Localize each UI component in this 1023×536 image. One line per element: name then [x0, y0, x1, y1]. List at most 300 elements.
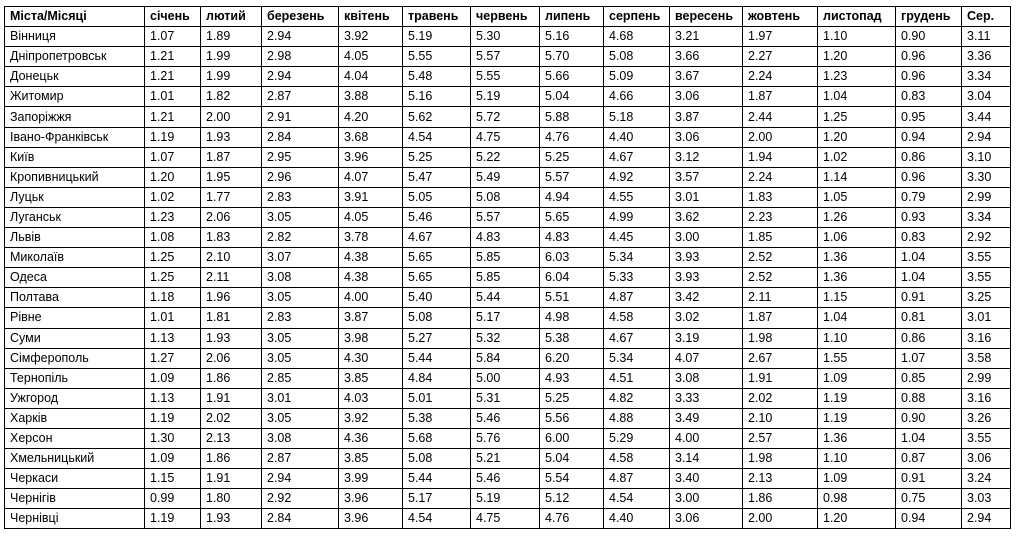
value-cell: 0.86 [896, 147, 962, 167]
value-cell: 5.34 [604, 248, 670, 268]
value-cell: 2.10 [201, 248, 262, 268]
value-cell: 3.40 [670, 469, 743, 489]
value-cell: 2.87 [262, 449, 339, 469]
value-cell: 0.99 [145, 489, 201, 509]
table-row [5, 47, 1011, 67]
value-cell: 1.91 [201, 388, 262, 408]
value-cell: 3.67 [670, 67, 743, 87]
value-cell: 1.15 [818, 288, 896, 308]
table-row [5, 147, 1011, 167]
value-cell: 4.05 [339, 207, 403, 227]
value-cell: 0.83 [896, 87, 962, 107]
value-cell: 1.87 [201, 147, 262, 167]
value-cell: 2.82 [262, 228, 339, 248]
value-cell: 3.88 [339, 87, 403, 107]
value-cell: 4.38 [339, 268, 403, 288]
value-cell: 1.04 [896, 268, 962, 288]
value-cell: 0.83 [896, 228, 962, 248]
value-cell: 5.22 [471, 147, 540, 167]
value-cell: 1.81 [201, 308, 262, 328]
value-cell: 3.10 [962, 147, 1011, 167]
table-row [5, 469, 1011, 489]
city-name-cell: Івано-Франківськ [5, 127, 145, 147]
value-cell: 4.76 [540, 127, 604, 147]
value-cell: 2.67 [743, 348, 818, 368]
value-cell: 4.67 [604, 328, 670, 348]
value-cell: 2.11 [743, 288, 818, 308]
column-header: квітень [339, 7, 403, 27]
value-cell: 1.20 [818, 47, 896, 67]
value-cell: 1.85 [743, 228, 818, 248]
data-table [4, 6, 1011, 529]
value-cell: 2.85 [262, 368, 339, 388]
value-cell: 0.86 [896, 328, 962, 348]
value-cell: 1.25 [145, 248, 201, 268]
city-name-cell: Чернівці [5, 509, 145, 529]
value-cell: 3.11 [962, 27, 1011, 47]
value-cell: 1.10 [818, 328, 896, 348]
value-cell: 1.86 [201, 368, 262, 388]
value-cell: 5.19 [471, 87, 540, 107]
value-cell: 4.68 [604, 27, 670, 47]
value-cell: 3.93 [670, 248, 743, 268]
value-cell: 5.38 [540, 328, 604, 348]
city-name-cell: Чернігів [5, 489, 145, 509]
value-cell: 3.25 [962, 288, 1011, 308]
value-cell: 1.25 [145, 268, 201, 288]
value-cell: 1.30 [145, 428, 201, 448]
table-row [5, 509, 1011, 529]
value-cell: 3.87 [339, 308, 403, 328]
column-header: березень [262, 7, 339, 27]
value-cell: 1.13 [145, 328, 201, 348]
value-cell: 1.26 [818, 207, 896, 227]
value-cell: 2.83 [262, 308, 339, 328]
table-row [5, 228, 1011, 248]
value-cell: 5.55 [471, 67, 540, 87]
value-cell: 0.87 [896, 449, 962, 469]
value-cell: 3.19 [670, 328, 743, 348]
value-cell: 4.94 [540, 187, 604, 207]
value-cell: 2.94 [262, 27, 339, 47]
value-cell: 4.40 [604, 509, 670, 529]
value-cell: 3.03 [962, 489, 1011, 509]
value-cell: 3.05 [262, 348, 339, 368]
value-cell: 4.66 [604, 87, 670, 107]
value-cell: 4.83 [540, 228, 604, 248]
value-cell: 3.08 [670, 368, 743, 388]
value-cell: 4.30 [339, 348, 403, 368]
value-cell: 4.67 [604, 147, 670, 167]
value-cell: 5.19 [471, 489, 540, 509]
value-cell: 5.51 [540, 288, 604, 308]
table-row [5, 127, 1011, 147]
value-cell: 3.36 [962, 47, 1011, 67]
value-cell: 1.86 [743, 489, 818, 509]
value-cell: 3.01 [262, 388, 339, 408]
value-cell: 5.08 [403, 308, 471, 328]
value-cell: 0.98 [818, 489, 896, 509]
value-cell: 4.93 [540, 368, 604, 388]
value-cell: 3.14 [670, 449, 743, 469]
value-cell: 3.16 [962, 388, 1011, 408]
city-name-cell: Донецьк [5, 67, 145, 87]
value-cell: 3.06 [962, 449, 1011, 469]
column-header: травень [403, 7, 471, 27]
value-cell: 5.46 [403, 207, 471, 227]
value-cell: 2.27 [743, 47, 818, 67]
table-row [5, 107, 1011, 127]
value-cell: 5.57 [540, 167, 604, 187]
value-cell: 5.34 [604, 348, 670, 368]
value-cell: 1.19 [818, 388, 896, 408]
value-cell: 5.66 [540, 67, 604, 87]
value-cell: 3.05 [262, 328, 339, 348]
value-cell: 5.33 [604, 268, 670, 288]
value-cell: 3.42 [670, 288, 743, 308]
value-cell: 3.16 [962, 328, 1011, 348]
value-cell: 5.47 [403, 167, 471, 187]
table-row [5, 388, 1011, 408]
value-cell: 1.15 [145, 469, 201, 489]
city-name-cell: Львів [5, 228, 145, 248]
value-cell: 5.09 [604, 67, 670, 87]
value-cell: 5.31 [471, 388, 540, 408]
value-cell: 3.05 [262, 207, 339, 227]
value-cell: 1.98 [743, 449, 818, 469]
value-cell: 3.01 [962, 308, 1011, 328]
value-cell: 1.94 [743, 147, 818, 167]
value-cell: 5.08 [471, 187, 540, 207]
value-cell: 5.55 [403, 47, 471, 67]
value-cell: 5.65 [540, 207, 604, 227]
value-cell: 1.23 [818, 67, 896, 87]
value-cell: 3.96 [339, 509, 403, 529]
value-cell: 3.00 [670, 228, 743, 248]
value-cell: 4.99 [604, 207, 670, 227]
value-cell: 1.18 [145, 288, 201, 308]
value-cell: 1.99 [201, 67, 262, 87]
value-cell: 2.00 [201, 107, 262, 127]
value-cell: 5.29 [604, 428, 670, 448]
value-cell: 6.20 [540, 348, 604, 368]
value-cell: 4.20 [339, 107, 403, 127]
city-name-cell: Рівне [5, 308, 145, 328]
value-cell: 6.03 [540, 248, 604, 268]
value-cell: 1.13 [145, 388, 201, 408]
value-cell: 1.19 [818, 408, 896, 428]
value-cell: 5.16 [403, 87, 471, 107]
city-name-cell: Черкаси [5, 469, 145, 489]
value-cell: 0.90 [896, 408, 962, 428]
value-cell: 0.90 [896, 27, 962, 47]
value-cell: 3.49 [670, 408, 743, 428]
value-cell: 4.87 [604, 469, 670, 489]
value-cell: 3.62 [670, 207, 743, 227]
value-cell: 3.21 [670, 27, 743, 47]
value-cell: 2.00 [743, 127, 818, 147]
value-cell: 3.33 [670, 388, 743, 408]
value-cell: 5.25 [403, 147, 471, 167]
value-cell: 3.26 [962, 408, 1011, 428]
column-header-city: Міста/Місяці [5, 7, 145, 27]
value-cell: 3.12 [670, 147, 743, 167]
value-cell: 4.54 [403, 127, 471, 147]
value-cell: 5.57 [471, 207, 540, 227]
value-cell: 3.87 [670, 107, 743, 127]
value-cell: 3.93 [670, 268, 743, 288]
value-cell: 0.91 [896, 469, 962, 489]
value-cell: 4.92 [604, 167, 670, 187]
value-cell: 3.06 [670, 87, 743, 107]
value-cell: 0.96 [896, 67, 962, 87]
city-name-cell: Вінниця [5, 27, 145, 47]
value-cell: 2.13 [201, 428, 262, 448]
value-cell: 5.44 [403, 469, 471, 489]
value-cell: 2.13 [743, 469, 818, 489]
city-name-cell: Харків [5, 408, 145, 428]
value-cell: 3.68 [339, 127, 403, 147]
column-header: лютий [201, 7, 262, 27]
value-cell: 4.76 [540, 509, 604, 529]
value-cell: 1.09 [818, 368, 896, 388]
city-name-cell: Полтава [5, 288, 145, 308]
value-cell: 1.10 [818, 27, 896, 47]
value-cell: 3.55 [962, 248, 1011, 268]
value-cell: 3.34 [962, 207, 1011, 227]
value-cell: 4.98 [540, 308, 604, 328]
value-cell: 1.93 [201, 509, 262, 529]
value-cell: 2.06 [201, 207, 262, 227]
value-cell: 4.54 [604, 489, 670, 509]
value-cell: 0.93 [896, 207, 962, 227]
value-cell: 5.65 [403, 268, 471, 288]
value-cell: 3.08 [262, 428, 339, 448]
value-cell: 1.04 [818, 308, 896, 328]
value-cell: 1.80 [201, 489, 262, 509]
city-name-cell: Дніпропетровськ [5, 47, 145, 67]
value-cell: 0.96 [896, 167, 962, 187]
value-cell: 5.21 [471, 449, 540, 469]
value-cell: 1.06 [818, 228, 896, 248]
table-row [5, 187, 1011, 207]
value-cell: 4.88 [604, 408, 670, 428]
value-cell: 4.58 [604, 449, 670, 469]
value-cell: 4.38 [339, 248, 403, 268]
value-cell: 5.48 [403, 67, 471, 87]
value-cell: 5.19 [403, 27, 471, 47]
city-name-cell: Хмельницький [5, 449, 145, 469]
value-cell: 4.75 [471, 127, 540, 147]
value-cell: 2.94 [962, 509, 1011, 529]
value-cell: 1.95 [201, 167, 262, 187]
value-cell: 3.34 [962, 67, 1011, 87]
value-cell: 2.23 [743, 207, 818, 227]
value-cell: 3.01 [670, 187, 743, 207]
column-header: жовтень [743, 7, 818, 27]
value-cell: 0.88 [896, 388, 962, 408]
value-cell: 5.57 [471, 47, 540, 67]
value-cell: 2.11 [201, 268, 262, 288]
column-header: січень [145, 7, 201, 27]
value-cell: 1.21 [145, 67, 201, 87]
value-cell: 2.44 [743, 107, 818, 127]
value-cell: 2.94 [962, 127, 1011, 147]
column-header: листопад [818, 7, 896, 27]
value-cell: 3.05 [262, 288, 339, 308]
value-cell: 2.94 [262, 469, 339, 489]
value-cell: 5.38 [403, 408, 471, 428]
value-cell: 1.10 [818, 449, 896, 469]
value-cell: 1.02 [818, 147, 896, 167]
value-cell: 5.00 [471, 368, 540, 388]
column-header: вересень [670, 7, 743, 27]
value-cell: 1.83 [201, 228, 262, 248]
value-cell: 1.87 [743, 87, 818, 107]
value-cell: 3.04 [962, 87, 1011, 107]
value-cell: 0.94 [896, 127, 962, 147]
value-cell: 3.96 [339, 147, 403, 167]
table-row [5, 489, 1011, 509]
value-cell: 3.92 [339, 27, 403, 47]
value-cell: 3.91 [339, 187, 403, 207]
value-cell: 5.44 [403, 348, 471, 368]
value-cell: 2.91 [262, 107, 339, 127]
value-cell: 1.19 [145, 408, 201, 428]
value-cell: 2.00 [743, 509, 818, 529]
value-cell: 5.40 [403, 288, 471, 308]
value-cell: 0.81 [896, 308, 962, 328]
value-cell: 0.91 [896, 288, 962, 308]
table-row [5, 348, 1011, 368]
value-cell: 4.83 [471, 228, 540, 248]
value-cell: 1.04 [896, 428, 962, 448]
table-row [5, 288, 1011, 308]
value-cell: 0.79 [896, 187, 962, 207]
value-cell: 0.85 [896, 368, 962, 388]
value-cell: 1.21 [145, 47, 201, 67]
city-name-cell: Миколаїв [5, 248, 145, 268]
column-header: липень [540, 7, 604, 27]
value-cell: 3.44 [962, 107, 1011, 127]
value-cell: 1.20 [818, 127, 896, 147]
value-cell: 3.06 [670, 127, 743, 147]
value-cell: 0.96 [896, 47, 962, 67]
table-row [5, 207, 1011, 227]
value-cell: 3.58 [962, 348, 1011, 368]
value-cell: 5.18 [604, 107, 670, 127]
value-cell: 1.07 [145, 27, 201, 47]
value-cell: 3.24 [962, 469, 1011, 489]
value-cell: 4.07 [339, 167, 403, 187]
value-cell: 5.65 [403, 248, 471, 268]
value-cell: 5.12 [540, 489, 604, 509]
value-cell: 4.03 [339, 388, 403, 408]
value-cell: 3.02 [670, 308, 743, 328]
city-name-cell: Сімферополь [5, 348, 145, 368]
value-cell: 3.08 [262, 268, 339, 288]
value-cell: 1.89 [201, 27, 262, 47]
value-cell: 3.06 [670, 509, 743, 529]
value-cell: 2.52 [743, 248, 818, 268]
value-cell: 6.00 [540, 428, 604, 448]
value-cell: 4.67 [403, 228, 471, 248]
value-cell: 1.36 [818, 268, 896, 288]
table-row [5, 167, 1011, 187]
city-name-cell: Ужгород [5, 388, 145, 408]
value-cell: 1.77 [201, 187, 262, 207]
value-cell: 4.51 [604, 368, 670, 388]
value-cell: 2.24 [743, 67, 818, 87]
column-header: серпень [604, 7, 670, 27]
header-row [5, 7, 1011, 27]
value-cell: 3.07 [262, 248, 339, 268]
value-cell: 2.96 [262, 167, 339, 187]
value-cell: 5.04 [540, 449, 604, 469]
value-cell: 1.04 [896, 248, 962, 268]
value-cell: 3.96 [339, 489, 403, 509]
value-cell: 5.17 [403, 489, 471, 509]
value-cell: 1.91 [743, 368, 818, 388]
value-cell: 4.82 [604, 388, 670, 408]
column-header: червень [471, 7, 540, 27]
value-cell: 4.36 [339, 428, 403, 448]
value-cell: 4.75 [471, 509, 540, 529]
value-cell: 5.04 [540, 87, 604, 107]
city-name-cell: Кропивницький [5, 167, 145, 187]
value-cell: 3.85 [339, 368, 403, 388]
table-row [5, 328, 1011, 348]
value-cell: 2.57 [743, 428, 818, 448]
value-cell: 1.97 [743, 27, 818, 47]
value-cell: 1.20 [145, 167, 201, 187]
table-row [5, 87, 1011, 107]
value-cell: 5.85 [471, 248, 540, 268]
value-cell: 1.14 [818, 167, 896, 187]
value-cell: 2.98 [262, 47, 339, 67]
value-cell: 1.07 [145, 147, 201, 167]
table-body [5, 27, 1011, 529]
value-cell: 4.45 [604, 228, 670, 248]
value-cell: 5.25 [540, 388, 604, 408]
value-cell: 5.54 [540, 469, 604, 489]
value-cell: 1.09 [145, 368, 201, 388]
value-cell: 4.54 [403, 509, 471, 529]
value-cell: 4.58 [604, 308, 670, 328]
value-cell: 2.95 [262, 147, 339, 167]
value-cell: 1.91 [201, 469, 262, 489]
value-cell: 1.36 [818, 428, 896, 448]
value-cell: 5.46 [471, 469, 540, 489]
city-name-cell: Суми [5, 328, 145, 348]
city-name-cell: Житомир [5, 87, 145, 107]
value-cell: 5.70 [540, 47, 604, 67]
value-cell: 0.94 [896, 509, 962, 529]
table-row [5, 67, 1011, 87]
value-cell: 1.83 [743, 187, 818, 207]
value-cell: 5.05 [403, 187, 471, 207]
value-cell: 5.30 [471, 27, 540, 47]
table-header [5, 7, 1011, 27]
value-cell: 1.23 [145, 207, 201, 227]
column-header: грудень [896, 7, 962, 27]
value-cell: 5.44 [471, 288, 540, 308]
value-cell: 5.72 [471, 107, 540, 127]
table-row [5, 27, 1011, 47]
value-cell: 1.82 [201, 87, 262, 107]
value-cell: 5.32 [471, 328, 540, 348]
city-name-cell: Київ [5, 147, 145, 167]
